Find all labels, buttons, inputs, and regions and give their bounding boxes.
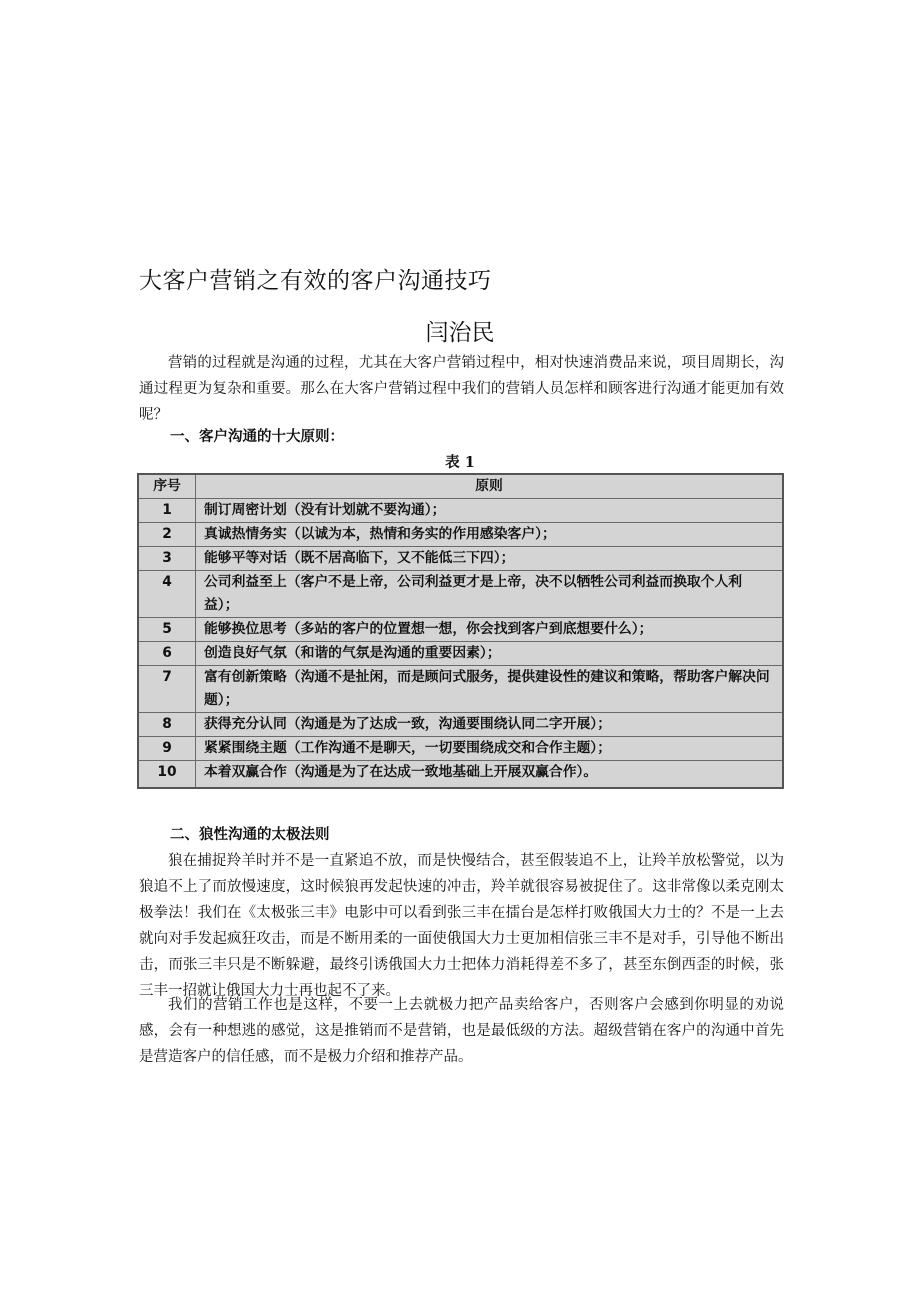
table-row — [138, 499, 783, 523]
body-paragraph-marketing: 我们的营销工作也是这样，不要一上去就极力把产品卖给客户，否则客户会感到你明显的劝说感，会有一种想逃的感觉，这是推销而不是营销，也是最低级的方法。超级营销在客户的沟通中首先是营造客户的信任感，而不是极力介绍和推荐产品。 — [139, 997, 784, 1065]
section-heading-1: 一、客户沟通的十大原则： — [170, 429, 344, 445]
table-row — [138, 713, 783, 737]
row-text: 紧紧围绕主题（工作沟通不是聊天，一切要围绕成交和合作主题）； — [196, 737, 784, 761]
principles-table — [137, 473, 784, 789]
row-text: 本着双赢合作（沟通是为了在达成一致地基础上开展双赢合作）。 — [196, 761, 784, 789]
intro-paragraph: 营销的过程就是沟通的过程，尤其在大客户营销过程中，相对快速消费品来说，项目周期长，沟通过程更为复杂和重要。那么在大客户营销过程中我们的营销人员怎样和顾客进行沟通才能更加有效呢？ — [139, 355, 784, 423]
row-number: 7 — [138, 666, 196, 713]
row-text: 获得充分认同（沟通是为了达成一致，沟通要围绕认同二字开展）； — [196, 713, 784, 737]
row-number: 2 — [138, 523, 196, 547]
row-text: 能够换位思考（多站的客户的位置想一想，你会找到客户到底想要什么）； — [196, 618, 784, 642]
table-row — [138, 666, 783, 713]
table-row — [138, 523, 783, 547]
row-number: 1 — [138, 499, 196, 523]
row-number: 4 — [138, 571, 196, 618]
row-number: 8 — [138, 713, 196, 737]
row-number: 3 — [138, 547, 196, 571]
row-number: 6 — [138, 642, 196, 666]
row-number: 9 — [138, 737, 196, 761]
body-paragraph-wolf: 狼在捕捉羚羊时并不是一直紧追不放，而是快慢结合，甚至假装追不上，让羚羊放松警觉，以为狼追不上了而放慢速度，这时候狼再发起快速的冲击，羚羊就很容易被捉住了。这非常像以柔克刚太极拳法！我们在《太极张三丰》电影中可以看到张三丰在擂台是怎样打败俄国大力士的？不是一上去就向对手发起疯狂攻击，而是不断用柔的一面使俄国大力士更加相信张三丰不是对手，引导他不断出击，而张三丰只是不断躲避，最终引诱俄国大力士把体力消耗得差不多了，甚至东倒西歪的时候，张三丰一招就让俄国大力士再也起不了来。 — [139, 853, 784, 999]
document-title: 大客户营销之有效的客户沟通技巧 — [139, 268, 492, 294]
table-row — [138, 571, 783, 618]
table-header-row — [138, 474, 783, 499]
row-text: 富有创新策略（沟通不是扯闲，而是顾问式服务，提供建设性的建议和策略，帮助客户解决问题）； — [196, 666, 784, 713]
section-heading-2: 二、狼性沟通的太极法则 — [170, 827, 330, 843]
table-row — [138, 547, 783, 571]
row-text: 制订周密计划（没有计划就不要沟通）； — [196, 499, 784, 523]
table-row — [138, 618, 783, 642]
table-row — [138, 761, 783, 789]
table-caption: 表 1 — [445, 454, 475, 471]
row-text: 创造良好气氛（和谐的气氛是沟通的重要因素）； — [196, 642, 784, 666]
row-number: 10 — [138, 761, 196, 789]
row-number: 5 — [138, 618, 196, 642]
row-text: 公司利益至上（客户不是上帝，公司利益更才是上帝，决不以牺牲公司利益而换取个人利益）； — [196, 571, 784, 618]
row-text: 真诚热情务实（以诚为本，热情和务实的作用感染客户）； — [196, 523, 784, 547]
row-text: 能够平等对话（既不居高临下，又不能低三下四）； — [196, 547, 784, 571]
table-row — [138, 642, 783, 666]
header-principle: 原则 — [196, 474, 784, 499]
table-row — [138, 737, 783, 761]
author-name: 闫治民 — [425, 320, 495, 346]
header-number: 序号 — [138, 474, 196, 499]
